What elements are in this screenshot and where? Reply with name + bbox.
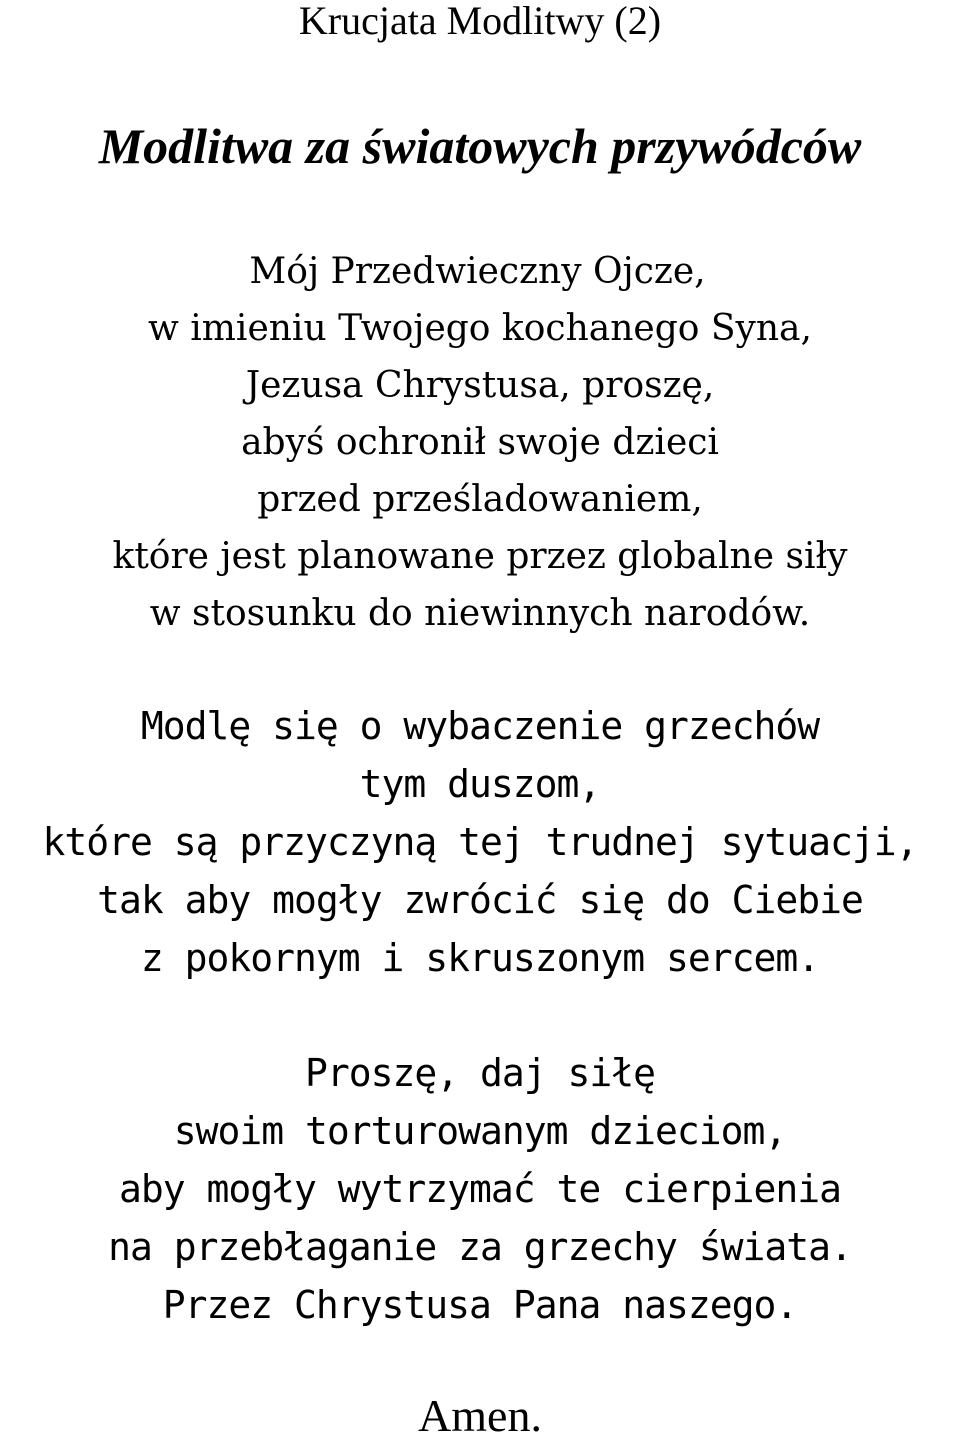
stanza-1 [0, 243, 960, 642]
prayer-series-heading: Krucjata Modlitwy (2) [298, 0, 662, 43]
stanza-line: swoim torturowanym dzieciom, [173, 1109, 787, 1153]
stanza-line: abyś ochronił swoje dzieci [241, 422, 719, 463]
stanza-line: Proszę, daj siłę [304, 1051, 656, 1095]
stanza-3 [0, 1044, 960, 1334]
stanza-line: przed prześladowaniem, [257, 479, 703, 520]
stanza-line: w stosunku do niewinnych narodów. [149, 593, 811, 634]
stanza-line: Mój Przedwieczny Ojcze, [249, 251, 706, 292]
stanza-line: Jezusa Chrystusa, proszę, [245, 365, 715, 406]
stanza-line: w imieniu Twojego kochanego Syna, [148, 308, 812, 349]
stanza-line: które są przyczyną tej trudnej sytuacji, [42, 820, 918, 864]
prayer-title: Modlitwa za światowych przywódców [98, 118, 862, 174]
stanza-line: Przez Chrystusa Pana naszego. [162, 1283, 798, 1327]
stanza-line: aby mogły wytrzymać te cierpienia [119, 1167, 841, 1211]
stanza-2 [0, 697, 960, 987]
stanza-line: Modlę się o wybaczenie grzechów [140, 704, 820, 748]
stanza-line: na przebłaganie za grzechy świata. [108, 1225, 852, 1269]
stanza-line: które jest planowane przez globalne siły [112, 536, 848, 577]
stanza-line: z pokornym i skruszonym sercem. [140, 936, 820, 980]
closing-amen: Amen. [418, 1390, 542, 1441]
stanza-line: tak aby mogły zwrócić się do Ciebie [97, 878, 863, 922]
stanza-line: tym duszom, [359, 762, 601, 806]
